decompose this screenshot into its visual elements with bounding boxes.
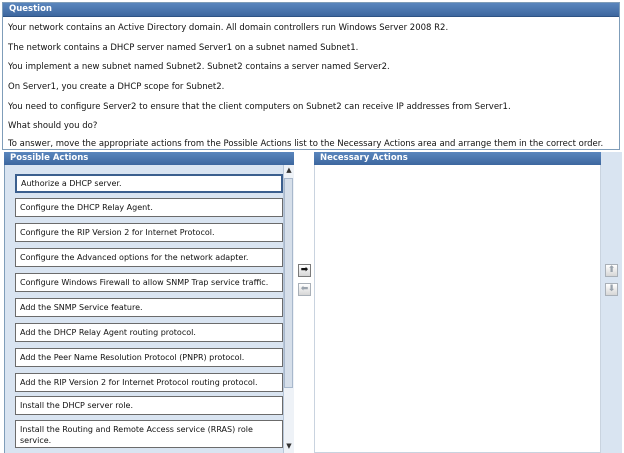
possible-action-item[interactable]: Add the Peer Name Resolution Protocol (PNPR) protocol.	[15, 348, 283, 367]
possible-action-item[interactable]: Configure Windows Firewall to allow SNMP Trap service traffic.	[15, 273, 283, 292]
possible-actions-list	[4, 165, 283, 453]
possible-action-item[interactable]: Configure the Advanced options for the network adapter.	[15, 248, 283, 267]
scroll-down-icon[interactable]: ▼	[286, 442, 292, 450]
question-panel	[2, 2, 620, 150]
possible-action-item[interactable]: Add the RIP Version 2 for Internet Protocol routing protocol.	[15, 373, 283, 392]
move-right-button[interactable]: ➡	[298, 264, 311, 277]
possible-action-item[interactable]: Install the Routing and Remote Access service (RRAS) role service.	[15, 420, 283, 448]
question-line: Your network contains an Active Directory domain. All domain controllers run Windows Server 2008 R2.	[8, 23, 449, 33]
move-left-button[interactable]: ⬅	[298, 283, 311, 296]
scroll-thumb[interactable]	[284, 178, 293, 388]
possible-action-item[interactable]: Authorize a DHCP server.	[15, 174, 283, 193]
question-header: Question	[3, 3, 619, 17]
question-line: On Server1, you create a DHCP scope for Subnet2.	[8, 82, 225, 92]
necessary-actions-header: Necessary Actions	[314, 152, 601, 165]
possible-action-item[interactable]: Add the SNMP Service feature.	[15, 298, 283, 317]
possible-actions-header: Possible Actions	[4, 152, 294, 165]
possible-action-item[interactable]: Add the DHCP Relay Agent routing protocol.	[15, 323, 283, 342]
possible-action-item[interactable]: Configure the RIP Version 2 for Internet Protocol.	[15, 223, 283, 242]
possible-action-item[interactable]: Configure the DHCP Relay Agent.	[15, 198, 283, 217]
move-down-button[interactable]: ⬇	[605, 283, 618, 296]
reorder-controls	[601, 152, 622, 453]
question-line: To answer, move the appropriate actions from the Possible Actions list to the Necessary Actions area and arrange them in the correct order.	[8, 139, 604, 149]
necessary-actions-area[interactable]	[314, 165, 601, 453]
question-line: You implement a new subnet named Subnet2. Subnet2 contains a server named Server2.	[8, 62, 390, 72]
question-line: The network contains a DHCP server named Server1 on a subnet named Subnet1.	[8, 43, 359, 53]
move-controls	[294, 152, 314, 453]
question-line: What should you do?	[8, 121, 98, 131]
question-line: You need to configure Server2 to ensure that the client computers on Subnet2 can receive IP addresses from Server1.	[8, 102, 511, 112]
possible-actions-scrollbar[interactable]	[283, 165, 294, 453]
scroll-up-icon[interactable]: ▲	[286, 166, 292, 174]
possible-action-item[interactable]: Install the DHCP server role.	[15, 396, 283, 415]
move-up-button[interactable]: ⬆	[605, 264, 618, 277]
